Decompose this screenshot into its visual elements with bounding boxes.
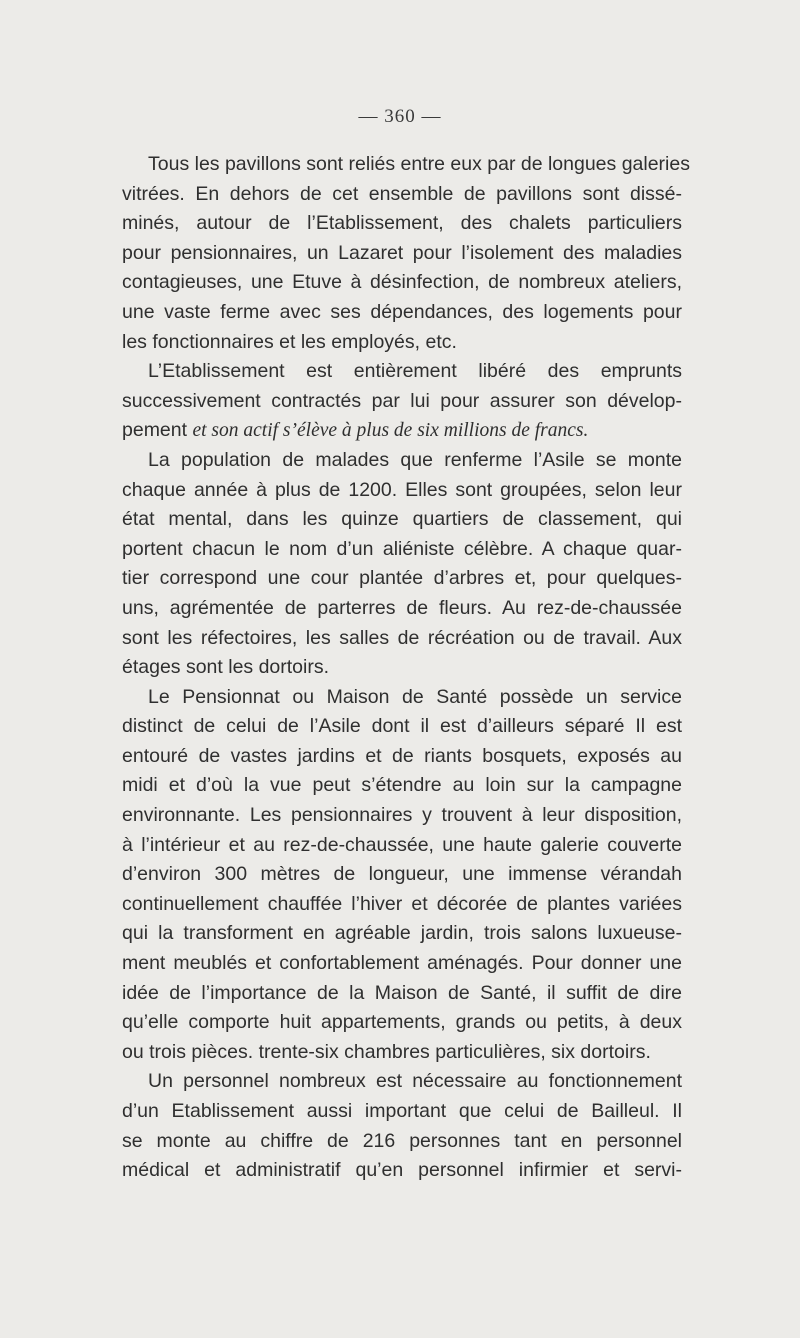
paragraph-5: [122, 1067, 682, 1185]
text-line: sont les réfectoires, les salles de récréation ou de travail. Aux: [122, 626, 682, 649]
paragraph-4: [122, 683, 682, 1068]
text-line: environnante. Les pensionnaires y trouvent à leur disposition,: [122, 804, 682, 827]
text-segment: pement: [122, 419, 193, 442]
text-line: d’un Etablissement aussi important que celui de Bailleul. Il: [122, 1100, 682, 1122]
text-line: continuellement chauffée l’hiver et décorée de plantes variées: [122, 892, 682, 915]
text-line: pour pensionnaires, un Lazaret pour l’isolement des maladies: [122, 241, 682, 264]
text-line: médical et administratif qu’en personnel infirmier et servi-: [122, 1159, 682, 1182]
text-line: qui la transforment en agréable jardin, trois salons luxueuse-: [122, 922, 682, 945]
text-line: ment meublés et confortablement aménagés. Pour donner une: [122, 952, 682, 975]
text-line: entouré de vastes jardins et de riants bosquets, exposés au: [122, 744, 682, 767]
italic-text-segment: et son actif s’élève à plus de six millions de francs.: [192, 420, 589, 442]
body-text: [122, 150, 690, 1186]
text-line: Un personnel nombreux est nécessaire au fonctionnement: [148, 1070, 682, 1093]
text-line: état mental, dans les quinze quartiers de classement, qui: [122, 508, 682, 531]
paragraph-1: [122, 150, 690, 357]
text-line: Tous les pavillons sont reliés entre eux par de longues galeries: [148, 153, 690, 175]
text-line-mixed: [122, 416, 682, 446]
text-line: idée de l’importance de la Maison de Santé, il suffit de dire: [122, 981, 682, 1004]
text-line: midi et d’où la vue peut s’étendre au loin sur la campagne: [122, 774, 682, 797]
text-line: ou trois pièces. trente-six chambres particulières, six dortoirs.: [122, 1040, 651, 1063]
text-line: étages sont les dortoirs.: [122, 656, 330, 679]
text-line: contagieuses, une Etuve à désinfection, de nombreux ateliers,: [122, 271, 682, 294]
text-line: tier correspond une cour plantée d’arbres et, pour quelques-: [122, 567, 682, 590]
page-number: — 360 —: [358, 106, 442, 127]
text-line: qu’elle comporte huit appartements, grands ou petits, à deux: [122, 1011, 682, 1034]
text-line: successivement contractés par lui pour assurer son dévelop-: [122, 389, 682, 412]
text-line: les fonctionnaires et les employés, etc.: [122, 330, 457, 353]
text-line: une vaste ferme avec ses dépendances, des logements pour: [122, 300, 682, 323]
text-line: distinct de celui de l’Asile dont il est d’ailleurs séparé Il est: [122, 715, 682, 738]
text-line: vitrées. En dehors de cet ensemble de pavillons sont dissé-: [122, 182, 682, 205]
text-line: Le Pensionnat ou Maison de Santé possède un service: [148, 685, 682, 708]
text-line: minés, autour de l’Etablissement, des chalets particuliers: [122, 212, 682, 235]
text-line: à l’intérieur et au rez-de-chaussée, une haute galerie couverte: [122, 833, 682, 856]
paragraph-2: [122, 357, 682, 446]
text-line: d’environ 300 mètres de longueur, une immense vérandah: [122, 863, 682, 886]
text-line: chaque année à plus de 1200. Elles sont groupées, selon leur: [122, 478, 682, 501]
text-line: portent chacun le nom d’un aliéniste célèbre. A chaque quar-: [122, 537, 682, 560]
text-line: La population de malades que renferme l’Asile se monte: [148, 448, 682, 471]
paragraph-3: [122, 446, 682, 683]
text-line: uns, agrémentée de parterres de fleurs. Au rez-de-chaussée: [122, 596, 682, 619]
text-line: se monte au chiffre de 216 personnes tant en personnel: [122, 1129, 682, 1152]
text-line: L’Etablissement est entièrement libéré des emprunts: [148, 360, 682, 383]
